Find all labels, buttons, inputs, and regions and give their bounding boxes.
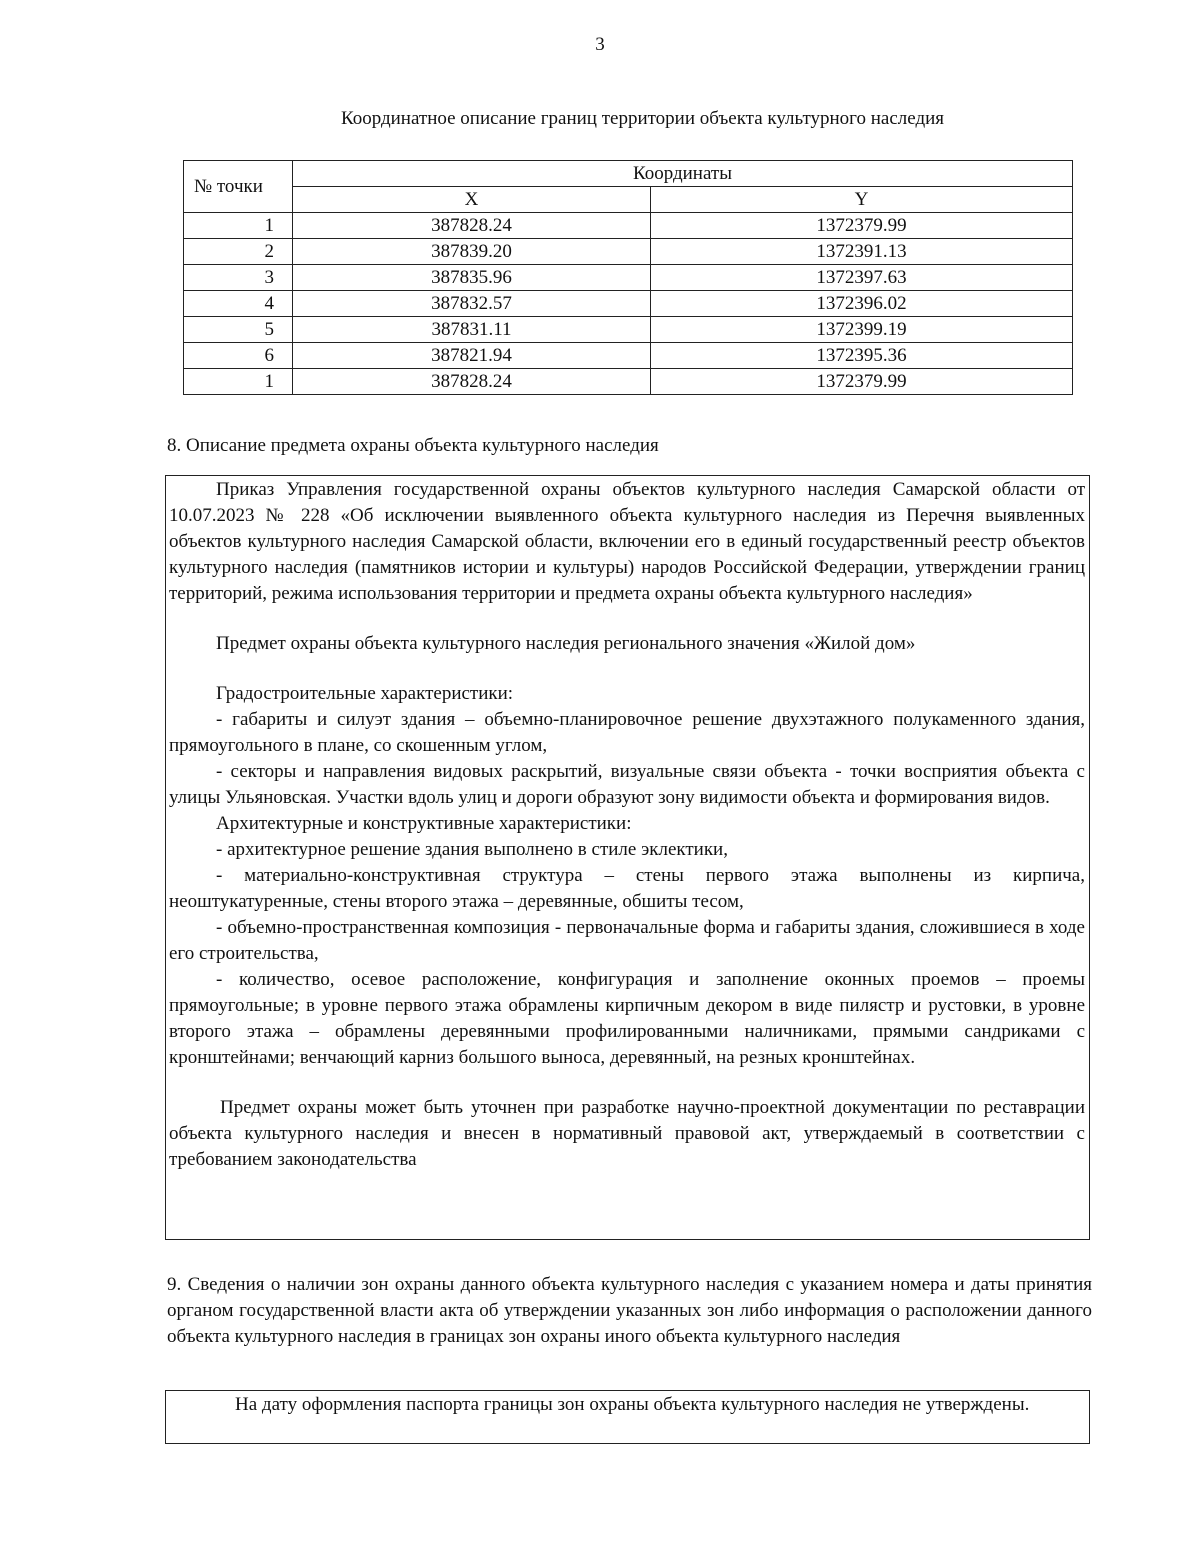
arch-item: - материально-конструктивная структура – стены первого этажа выполнены из кирпича, неоштукатуренные, стены второго этажа – деревянные, обшиты тесом,: [169, 865, 1085, 912]
section-9-box: [165, 1390, 1090, 1444]
cell-y: 1372399.19: [651, 317, 1073, 343]
cell-y: 1372397.63: [651, 265, 1073, 291]
order-paragraph: Приказ Управления государственной охраны объектов культурного наследия Самарской области от 10.07.2023 № 228 «Об исключении выявленного объекта культурного наследия из Перечня выявленных объектов культурного наследия Самарской области, включении его в единый государственный реестр объектов культурного наследия (памятников истории и культуры) народов Российской Федерации, утверждении границ территорий, режима использования территории и предмета охраны объекта культурного наследия»: [169, 479, 1085, 604]
cell-x: 387828.24: [293, 213, 651, 239]
note-paragraph: Предмет охраны может быть уточнен при разработке научно-проектной документации по реставрации объекта культурного наследия и внесен в нормативный правовой акт, утверждаемый в соответствии с требованием законодательства: [169, 1097, 1085, 1170]
arch-item: - количество, осевое расположение, конфигурация и заполнение оконных проемов – проемы прямоугольные; в уровне первого этажа обрамлены кирпичным декором в виде пилястр и рустовки, в уровне второго этажа – обрамлены деревянными профилированными наличниками, прямыми сандриками с кронштейнами; венчающий карниз большого выноса, деревянный, на резных кронштейнах.: [169, 969, 1085, 1068]
arch-item: - объемно-пространственная композиция - первоначальные форма и габариты здания, сложившиеся в ходе его строительства,: [169, 917, 1085, 964]
table-row: [184, 369, 1073, 395]
header-point: № точки: [184, 161, 293, 213]
cell-point: 2: [184, 239, 293, 265]
cell-point: 1: [184, 369, 293, 395]
table-row: [184, 317, 1073, 343]
cell-point: 3: [184, 265, 293, 291]
section-9-heading: 9. Сведения о наличии зон охраны данного объекта культурного наследия с указанием номера и даты принятия органом государственной власти акта об утверждении указанных зон либо информация о расположении данного объекта культурного наследия в границах зон охраны иного объекта культурного наследия: [167, 1274, 1092, 1347]
cell-y: 1372395.36: [651, 343, 1073, 369]
zones-text: На дату оформления паспорта границы зон охраны объекта культурного наследия не утверждены.: [235, 1394, 1030, 1415]
cell-x: 387831.11: [293, 317, 651, 343]
table-row: [184, 239, 1073, 265]
cell-x: 387828.24: [293, 369, 651, 395]
urban-item: - габариты и силуэт здания – объемно-планировочное решение двухэтажного полукаменного здания, прямоугольного в плане, со скошенным углом,: [169, 709, 1085, 756]
table-header-row: [184, 161, 1073, 187]
coordinates-table: [183, 160, 1073, 395]
urban-item: - секторы и направления видовых раскрытий, визуальные связи объекта - точки восприятия объекта с улицы Ульяновская. Участки вдоль улиц и дороги образуют зону видимости объекта и формирования видов.: [169, 761, 1085, 808]
cell-point: 6: [184, 343, 293, 369]
arch-heading: Архитектурные и конструктивные характеристики:: [216, 813, 632, 834]
coordinates-title: Координатное описание границ территории объекта культурного наследия: [340, 108, 945, 129]
table-row: [184, 265, 1073, 291]
table-row: [184, 213, 1073, 239]
cell-point: 1: [184, 213, 293, 239]
arch-item: - архитектурное решение здания выполнено в стиле эклектики,: [216, 839, 728, 860]
table-row: [184, 291, 1073, 317]
page-number: 3: [595, 34, 605, 55]
cell-x: 387839.20: [293, 239, 651, 265]
cell-x: 387832.57: [293, 291, 651, 317]
header-y: Y: [651, 187, 1073, 213]
cell-point: 5: [184, 317, 293, 343]
table-subheader-row: [184, 187, 1073, 213]
header-coordinates: Координаты: [293, 161, 1073, 187]
table-row: [184, 343, 1073, 369]
cell-x: 387835.96: [293, 265, 651, 291]
header-x: X: [293, 187, 651, 213]
section-8-heading: 8. Описание предмета охраны объекта культурного наследия: [167, 435, 659, 456]
cell-y: 1372396.02: [651, 291, 1073, 317]
cell-y: 1372391.13: [651, 239, 1073, 265]
section-8-box: [165, 475, 1090, 1240]
cell-y: 1372379.99: [651, 213, 1073, 239]
cell-x: 387821.94: [293, 343, 651, 369]
subject-title: Предмет охраны объекта культурного наследия регионального значения «Жилой дом»: [216, 633, 916, 654]
urban-heading: Градостроительные характеристики:: [216, 683, 514, 704]
cell-y: 1372379.99: [651, 369, 1073, 395]
cell-point: 4: [184, 291, 293, 317]
